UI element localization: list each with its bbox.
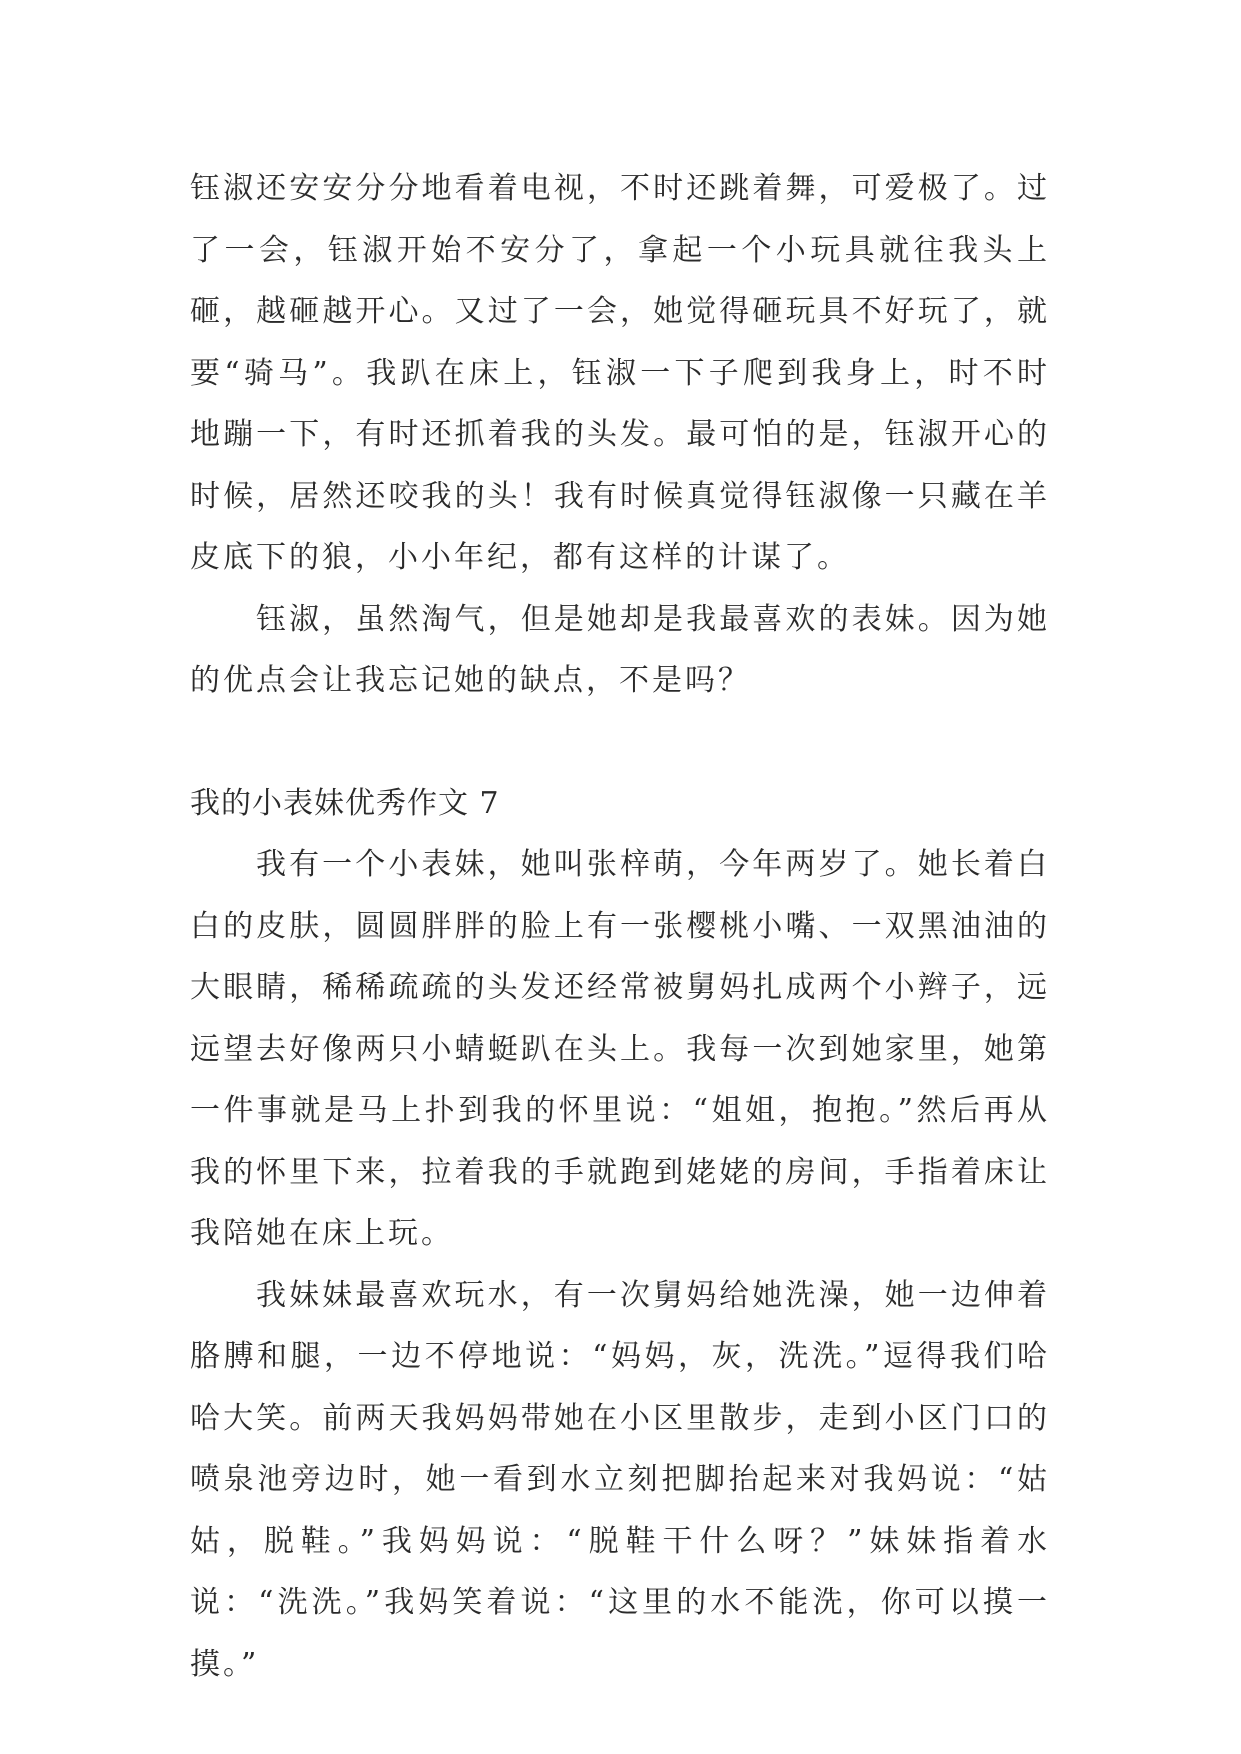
section-title: 我的小表妹优秀作文 7 — [190, 785, 500, 821]
document-body — [190, 158, 1050, 1695]
paragraph-cousin-water: 我妹妹最喜欢玩水，有一次舅妈给她洗澡，她一边伸着胳膊和腿，一边不停地说：“妈妈，灰，洗洗。”逗得我们哈哈大笑。前两天我妈妈带她在小区里散步，走到小区门口的喷泉池旁边时，她一看到水立刻把脚抬起来对我妈说：“姑姑，脱鞋。”我妈妈说：“脱鞋干什么呀？”妹妹指着水说：“洗洗。”我妈笑着说：“这里的水不能洗，你可以摸一摸。” — [190, 1277, 1050, 1682]
section-gap — [190, 712, 1050, 773]
paragraph-cousin-intro: 我有一个小表妹，她叫张梓萌，今年两岁了。她长着白白的皮肤，圆圆胖胖的脸上有一张樱桃小嘴、一双黑油油的大眼睛，稀稀疏疏的头发还经常被舅妈扎成两个小辫子，远远望去好像两只小蜻蜓趴在头上。我每一次到她家里，她第一件事就是马上扑到我的怀里说：“姐姐，抱抱。”然后再从我的怀里下来，拉着我的手就跑到姥姥的房间，手指着床让我陪她在床上玩。 — [190, 847, 1050, 1251]
paragraph-yushu-conclusion: 钰淑，虽然淘气，但是她却是我最喜欢的表妹。因为她的优点会让我忘记她的缺点，不是吗？ — [190, 601, 1050, 698]
paragraph-yushu-play: 钰淑还安安分分地看着电视，不时还跳着舞，可爱极了。过了一会，钰淑开始不安分了，拿起一个小玩具就往我头上砸，越砸越开心。又过了一会，她觉得砸玩具不好玩了，就要“骑马”。我趴在床上，钰淑一下子爬到我身上，时不时地蹦一下，有时还抓着我的头发。最可怕的是，钰淑开心的时候，居然还咬我的头！我有时候真觉得钰淑像一只藏在羊皮底下的狼，小小年纪，都有这样的计谋了。 — [190, 171, 1050, 575]
